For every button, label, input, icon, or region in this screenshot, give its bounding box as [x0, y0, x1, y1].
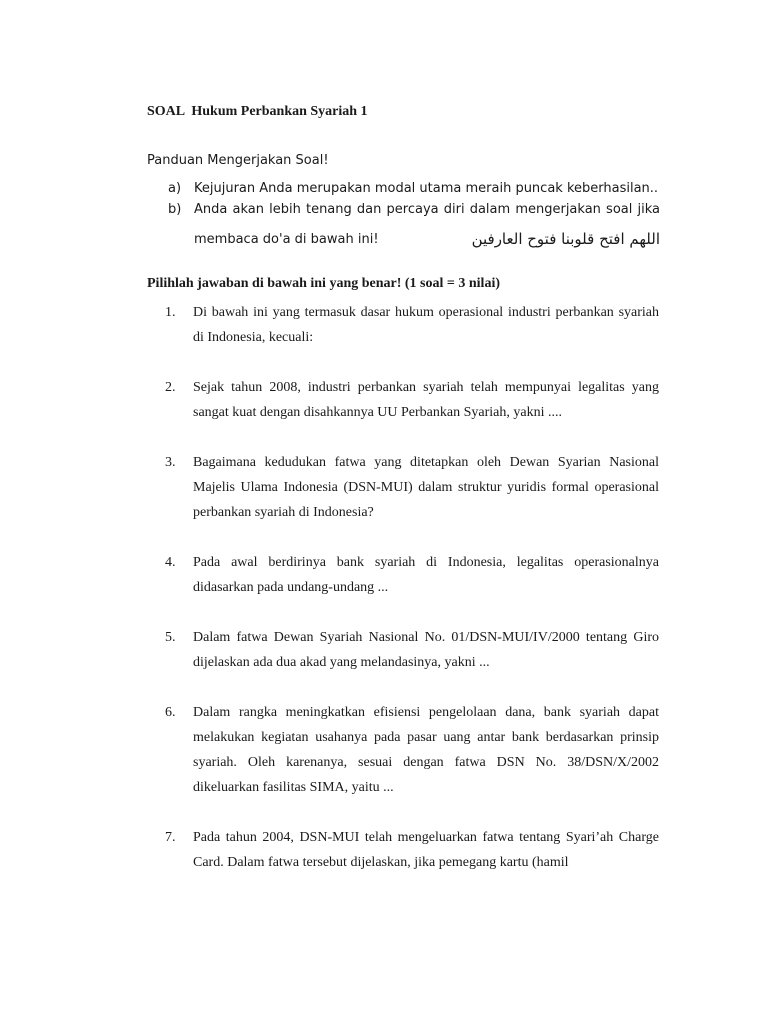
- question-text: Di bawah ini yang termasuk dasar hukum operasional industri perbankan syariah di Indonesia, kecuali:: [193, 305, 659, 345]
- guide-item-marker: a): [168, 181, 182, 196]
- doa-intro: membaca do'a di bawah ini!: [194, 231, 379, 247]
- question-text: Pada awal berdirinya bank syariah di Indonesia, legalitas operasionalnya didasarkan pada undang-undang ...: [193, 555, 659, 595]
- guide-item-text: Kejujuran Anda merupakan modal utama meraih puncak keberhasilan..: [194, 181, 659, 196]
- question-number: 1.: [165, 305, 176, 320]
- question-number: 2.: [165, 380, 176, 395]
- question-text: Sejak tahun 2008, industri perbankan syariah telah mempunyai legalitas yang sangat kuat dengan disahkannya UU Perbankan Syariah, yakni ....: [193, 380, 659, 420]
- guide-item-b: [168, 199, 660, 220]
- guide-heading: Panduan Mengerjakan Soal!: [147, 153, 329, 168]
- guide-item-text: Anda akan lebih tenang dan percaya diri dalam mengerjakan soal jika: [194, 202, 660, 217]
- doa-arabic-text: اللهم افتح قلوبنا فتوح العارفين: [471, 230, 660, 248]
- question-number: 3.: [165, 455, 176, 470]
- guide-item-marker: b): [168, 202, 182, 217]
- question-number: 7.: [165, 830, 176, 845]
- page-title: SOAL Hukum Perbankan Syariah 1: [147, 104, 368, 119]
- guide-list: [168, 178, 660, 254]
- question-text: Dalam rangka meningkatkan efisiensi pengelolaan dana, bank syariah dapat melakukan kegiatan usahanya pada pasar uang antar bank berdasarkan prinsip syariah. Oleh karenanya, sesuai dengan fatwa DSN No. 38/DSN/X/2002 dikeluarkan fasilitas SIMA, yaitu ...: [193, 705, 659, 795]
- instruction-heading: Pilihlah jawaban di bawah ini yang benar! (1 soal = 3 nilai): [147, 276, 500, 291]
- question-number: 4.: [165, 555, 176, 570]
- question-text: Bagaimana kedudukan fatwa yang ditetapkan oleh Dewan Syarian Nasional Majelis Ulama Indonesia (DSN-MUI) dalam struktur yuridis formal operasional perbankan syariah di Indonesia?: [193, 455, 659, 520]
- question-number: 5.: [165, 630, 176, 645]
- question-text: Dalam fatwa Dewan Syariah Nasional No. 01/DSN-MUI/IV/2000 tentang Giro dijelaskan ada dua akad yang melandasinya, yakni ...: [193, 630, 659, 670]
- doa-line: [168, 224, 660, 254]
- question-text: Pada tahun 2004, DSN-MUI telah mengeluarkan fatwa tentang Syari’ah Charge Card. Dalam fatwa tersebut dijelaskan, jika pemegang kartu (hamil: [193, 830, 659, 870]
- question-number: 6.: [165, 705, 176, 720]
- guide-item-a: [168, 178, 660, 199]
